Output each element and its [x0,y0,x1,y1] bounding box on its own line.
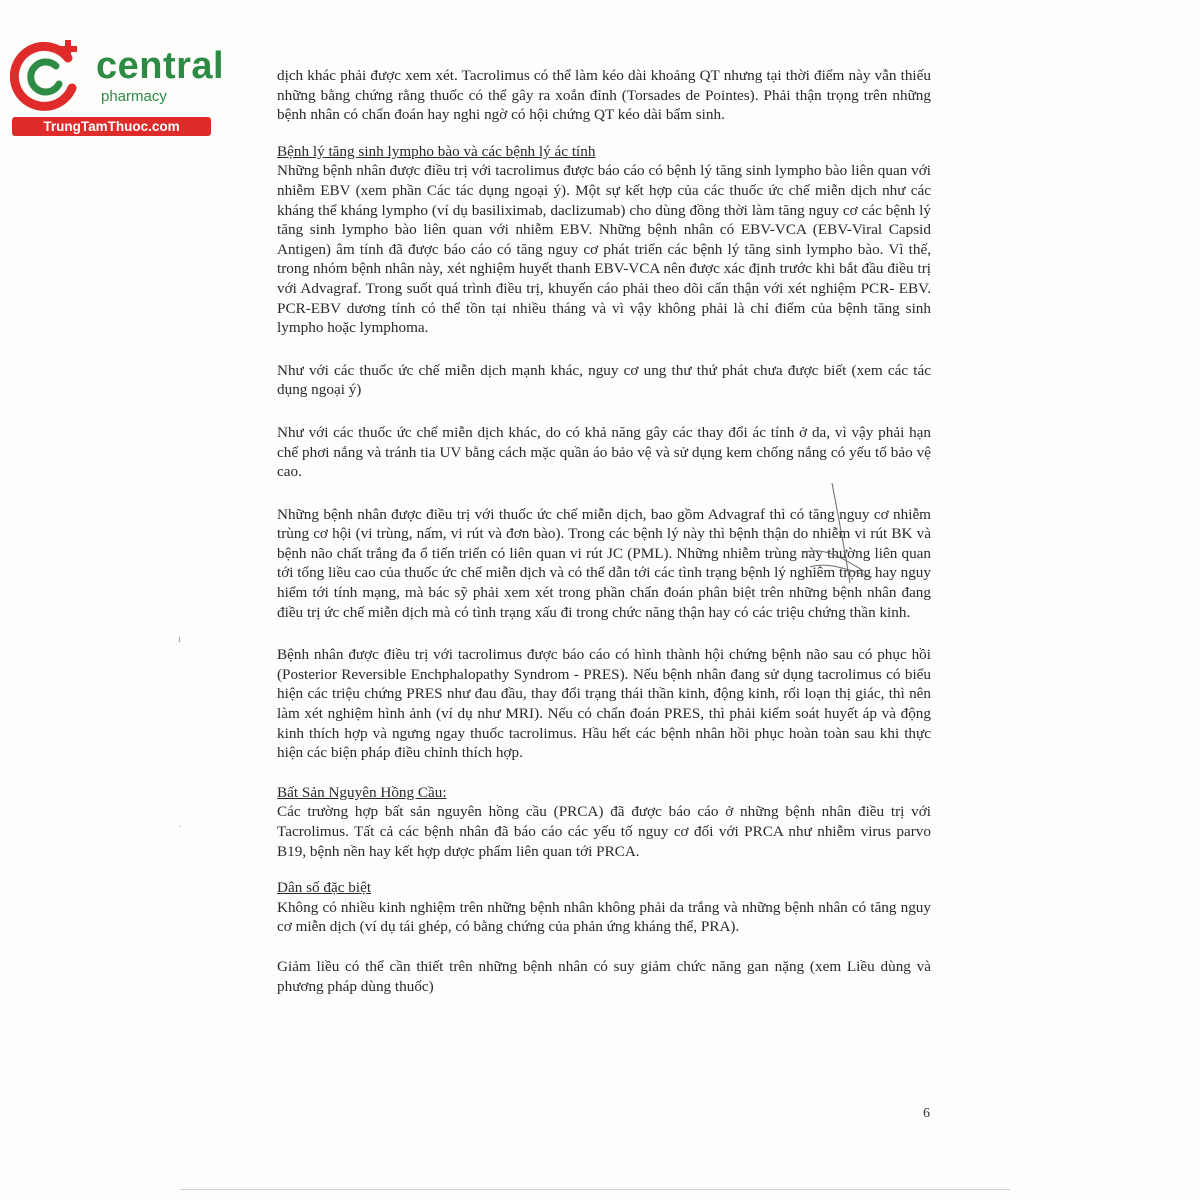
paragraph-dose-reduction: Giảm liều có thể cần thiết trên những bệnh nhân có suy giảm chức năng gan nặng (xem Liều dùng và phương pháp dùng thuốc) [277,957,931,995]
heading-special-population: Dân số đặc biệt [277,879,372,897]
heading-lymphoproliferative: Bệnh lý tăng sinh lympho bào và các bệnh lý ác tính [277,142,596,160]
logo-subtitle: pharmacy [101,88,167,105]
paragraph-lymphoproliferative: Những bệnh nhân được điều trị với tacrolimus được báo cáo có bệnh lý tăng sinh lympho bào liên quan với nhiễm EBV (xem phần Các tác dụng ngoại ý). Một sự kết hợp của các thuốc ức chế miễn dịch như các kháng thể kháng lympho (ví dụ basiliximab, daclizumab) cho dùng đồng thời làm tăng nguy cơ các bệnh lý tăng sinh lympho bào liên quan với nhiễm EBV. Những bệnh nhân có EBV-VCA (EBV-Viral Capsid Antigen) âm tính đã được báo cáo có tăng nguy cơ phát triển các bệnh lý tăng sinh lympho bào. Vì thế, trong nhóm bệnh nhân này, xét nghiệm huyết thanh EBV-VCA nên được xác định trước khi bắt đầu điều trị với Advagraf. Trong suốt quá trình điều trị, khuyến cáo phải theo dõi cẩn thận với xét nghiệm PCR- EBV. PCR-EBV dương tính có thể tồn tại nhiều tháng và vì vậy không phải là chỉ điểm của bệnh tăng sinh lympho hoặc lymphoma. [277,162,931,337]
paragraph-opportunistic-infection: Những bệnh nhân được điều trị với thuốc ức chế miễn dịch, bao gồm Advagraf thì có tăng nguy cơ nhiễm trùng cơ hội (vi trùng, nấm, vi rút và đơn bào). Trong các bệnh lý này thì bệnh thận do nhiễm vi rút BK và bệnh não chất trắng đa ổ tiến triển có liên quan vi rút JC (PML). Những nhiễm trùng này thường liên quan tới tổng liều cao của thuốc ức chế miễn dịch và có thể dẫn tới các tình trạng bệnh lý nghiêm trọng hay nguy hiểm tới tính mạng, mà bác sỹ phải xem xét trong phần chẩn đoán phân biệt trên những bệnh nhân đang điều trị ức chế miễn dịch mà có tình trạng xấu đi trong chức năng thận hay có các triệu chứng thần kinh. [277,505,931,621]
page-number: 6 [923,1106,930,1121]
scan-speck: ı [178,634,181,645]
paragraph-secondary-cancer: Như với các thuốc ức chế miễn dịch mạnh khác, nguy cơ ung thư thứ phát chưa được biết (xem các tác dụng ngoại ý) [277,361,931,399]
central-pharmacy-logo[interactable] [10,36,225,136]
pharmacy-logo-icon [10,36,90,114]
logo-website-banner: TrungTamThuoc.com [12,117,211,136]
paragraph-skin-cancer: Như với các thuốc ức chế miễn dịch khác, do có khả năng gây các thay đổi ác tính ở da, vì vậy phải hạn chế phơi nắng và tránh tia UV bằng cách mặc quần áo bảo vệ và sử dụng kem chống nắng có yếu tố bảo vệ cao. [277,423,931,481]
paragraph-qt-intro: dịch khác phải được xem xét. Tacrolimus có thể làm kéo dài khoảng QT nhưng tại thời điểm này vẫn thiếu những bằng chứng rằng thuốc có thể gây ra xoắn đỉnh (Torsades de Pointes). Phải thận trọng trên những bệnh nhân có chẩn đoán hay nghi ngờ có hội chứng QT kéo dài bẩm sinh. [277,67,931,124]
paragraph-special-population: Không có nhiều kinh nghiệm trên những bệnh nhân không phải da trắng và những bệnh nhân có tăng nguy cơ miễn dịch (ví dụ tái ghép, có bằng chứng của phản ứng kháng thể, PRA). [277,898,931,936]
handwritten-pen-stroke [780,475,900,595]
heading-prca: Bất Sản Nguyên Hồng Cầu: [277,783,447,801]
logo-wordmark: central [96,45,225,87]
paragraph-pres: Bệnh nhân được điều trị với tacrolimus được báo cáo có hình thành hội chứng bệnh não sau có phục hồi (Posterior Reversible Enchphalopathy Syndrom - PRES). Nếu bệnh nhân đang sử dụng tacrolimus có biểu hiện các triệu chứng PRES như đau đầu, thay đổi trạng thái thần kinh, động kinh, rối loạn thị giác, thì nên làm xét nghiệm hình ảnh (ví dụ như MRI). Nếu có chẩn đoán PRES, thì phải kiểm soát huyết áp và động kinh thích hợp và ngưng ngay thuốc tacrolimus. Hầu hết các bệnh nhân hồi phục hoàn toàn sau khi thực hiện các biện pháp điều chỉnh thích hợp. [277,646,931,762]
scan-bottom-edge [180,1189,1010,1190]
paragraph-prca: Các trường hợp bất sản nguyên hồng cầu (PRCA) đã được báo cáo ở những bệnh nhân điều trị với Tacrolimus. Tất cả các bệnh nhân đã báo cáo các yếu tố nguy cơ đối với PRCA như nhiễm virus parvo B19, bệnh nền hay kết hợp dược phẩm liên quan tới PRCA. [277,803,931,860]
scan-speck: · [178,822,182,833]
